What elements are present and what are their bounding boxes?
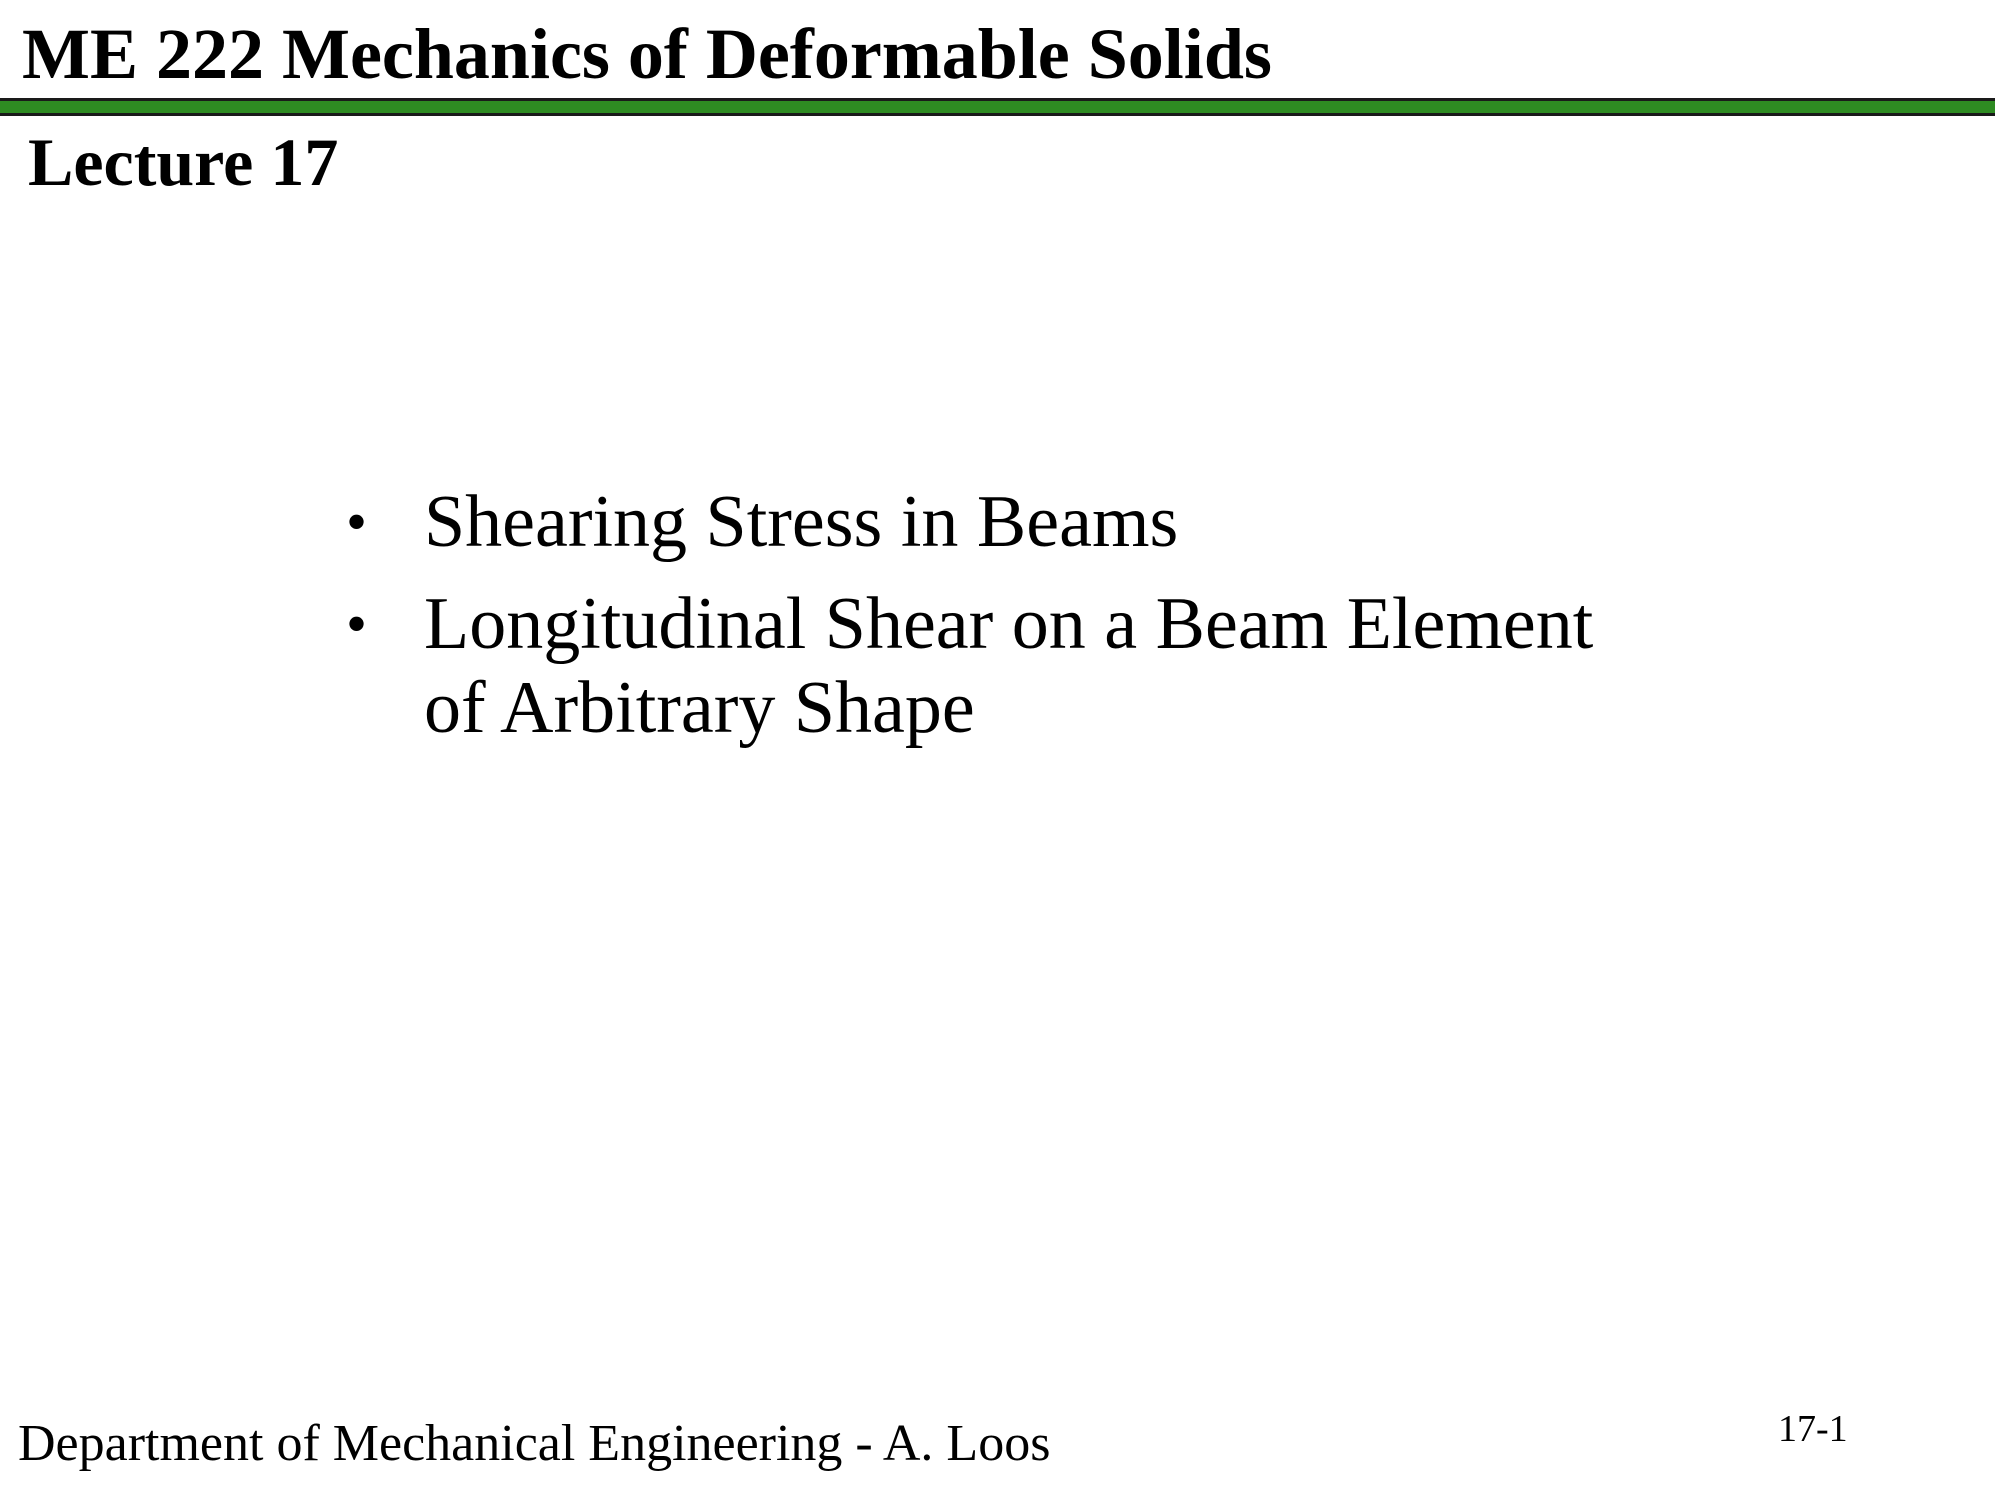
course-title: ME 222 Mechanics of Deformable Solids (22, 14, 1272, 94)
topic-text-line: Longitudinal Shear on a Beam Element (424, 583, 1594, 665)
bullet-icon: • (346, 489, 368, 555)
title-rule (0, 98, 1995, 116)
topic-item (340, 582, 1740, 750)
page-number: 17-1 (1778, 1408, 1848, 1450)
bullet-icon: • (346, 591, 368, 657)
title-rule-green-band (0, 100, 1995, 114)
lecture-heading: Lecture 17 (28, 124, 339, 200)
title-rule-bottom-edge (0, 113, 1995, 116)
title-rule-top-edge (0, 98, 1995, 101)
topic-list (340, 480, 1740, 768)
topic-text-line: Shearing Stress in Beams (424, 481, 1179, 563)
topic-text-line: of Arbitrary Shape (424, 667, 975, 749)
topic-item (340, 480, 1740, 564)
footer-department: Department of Mechanical Engineering - A. Loos (18, 1415, 1051, 1472)
